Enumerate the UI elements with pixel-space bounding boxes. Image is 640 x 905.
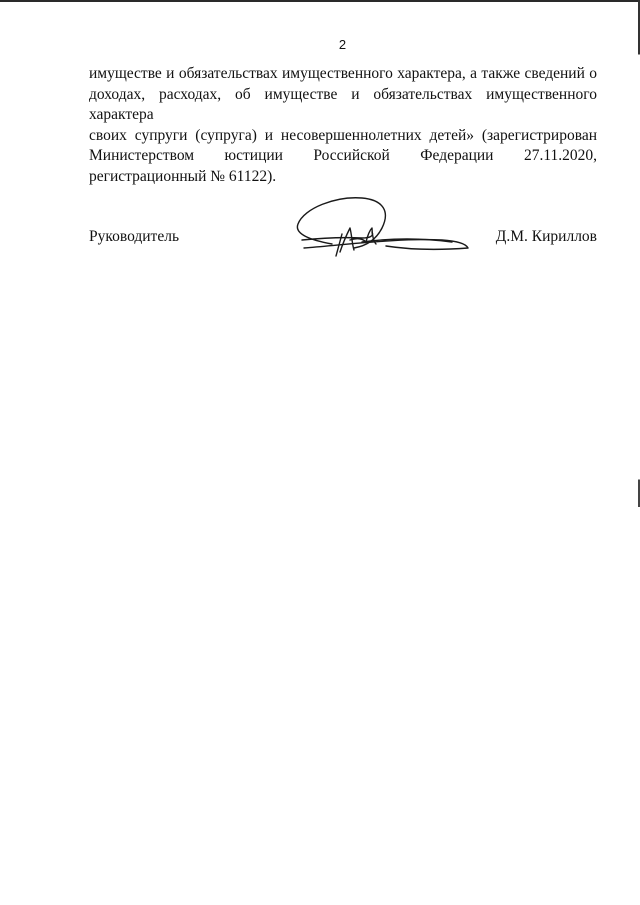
body-line: имуществе и обязательствах имущественного характера, а также сведений о <box>89 65 597 82</box>
signatory-position: Руководитель <box>89 228 180 245</box>
signatory-name: Д.М. Кириллов <box>495 228 597 245</box>
page-number: 2 <box>338 37 347 52</box>
handwritten-signature <box>292 194 470 258</box>
scan-edge-top <box>0 0 640 2</box>
body-paragraph <box>89 64 597 187</box>
body-line: Министерством юстиции Российской Федерации 27.11.2020, <box>89 147 597 164</box>
body-line: своих супруги (супруга) и несовершеннолетних детей» (зарегистрирован <box>89 126 597 144</box>
body-line: регистрационный № 61122). <box>89 167 277 185</box>
body-line: доходах, расходах, об имуществе и обязательствах имущественного характера <box>89 85 597 123</box>
